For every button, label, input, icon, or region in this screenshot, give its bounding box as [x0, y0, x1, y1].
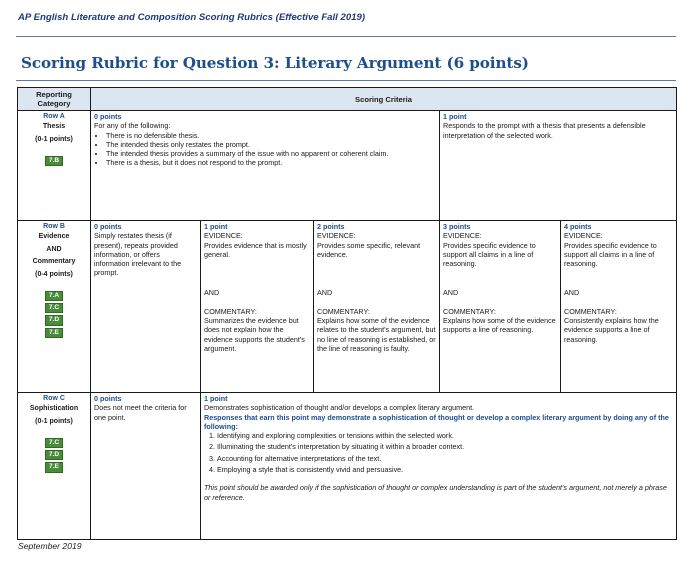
commentary-text: Explains how some of the evidence supports a line of reasoning. — [443, 316, 556, 335]
row-b-3-points-cell — [440, 221, 561, 393]
row-b-0-text: Simply restates thesis (if present), repeats provided information, or offers information irrelevant to the prompt. — [94, 231, 182, 278]
evidence-text: Provides specific evidence to support all claims in a line of reasoning. — [443, 240, 536, 269]
row-c-label: Row C — [43, 395, 65, 402]
row-b-2-points-label: 2 points — [317, 222, 345, 231]
header-row — [18, 88, 677, 111]
list-item: 1. Identifying and exploring complexities or tensions within the selected work. — [217, 431, 673, 440]
footer-date: September 2019 — [18, 541, 82, 551]
row-c-responses-heading: Responses that earn this point may demonstrate a sophistication of thought or develop a complex literary argument by doing any of the following: — [204, 412, 669, 431]
list-item: • There is a thesis, but it does not respond to the prompt. — [106, 158, 436, 167]
and-label: AND — [204, 287, 220, 297]
row-c — [18, 393, 677, 540]
list-item: • The intended thesis only restates the prompt. — [106, 140, 436, 149]
skill-badge: 7.C — [45, 303, 63, 313]
row-b-3-points-label: 3 points — [443, 222, 471, 231]
row-b — [18, 221, 677, 393]
row-a-label: Row A — [43, 113, 65, 120]
row-c-skills — [21, 438, 87, 473]
commentary-label: COMMENTARY: — [204, 306, 257, 316]
evidence-label: EVIDENCE: — [317, 231, 356, 241]
skill-badge: 7.E — [45, 462, 63, 472]
page-title: Scoring Rubric for Question 3: Literary Argument (6 points) — [21, 54, 529, 72]
running-header: AP English Literature and Composition Scoring Rubrics (Effective Fall 2019) — [18, 12, 366, 23]
divider-bottom — [16, 80, 676, 81]
evidence-label: EVIDENCE: — [443, 231, 482, 241]
row-a-skills — [21, 156, 87, 166]
row-a-category — [18, 111, 91, 221]
evidence-label: EVIDENCE: — [204, 231, 243, 241]
row-a-1-point-cell — [440, 111, 677, 221]
row-a — [18, 111, 677, 221]
list-item: • The intended thesis provides a summary of the issue with no apparent or coherent claim. — [106, 149, 436, 158]
list-item: 2. Illuminating the student's interpretation by situating it within a broader context. — [217, 442, 673, 451]
skill-badge: 7.E — [45, 328, 63, 338]
row-b-1-point-cell — [201, 221, 314, 393]
row-b-1-point-label: 1 point — [204, 222, 228, 231]
commentary-text: Consistently explains how the evidence supports a line of reasoning. — [564, 316, 659, 344]
row-c-note: This point should be awarded only if the sophistication of thought or complex understanding is part of the student's argument, not merely a phrase or reference. — [204, 483, 667, 502]
and-label: AND — [564, 287, 580, 297]
row-b-4-points-cell — [561, 221, 677, 393]
row-a-1-point-label: 1 point — [443, 112, 467, 121]
row-c-category — [18, 393, 91, 540]
row-a-0-bullets — [94, 131, 436, 168]
row-c-name: Sophistication — [29, 405, 79, 412]
skill-badge: 7.D — [45, 450, 63, 460]
and-label: AND — [443, 287, 459, 297]
rubric-table — [17, 87, 677, 540]
row-c-0-points-label: 0 points — [94, 394, 122, 403]
skill-badge: 7.B — [45, 156, 63, 166]
commentary-text: Summarizes the evidence but does not explain how the evidence supports the student's argument. — [204, 316, 305, 354]
row-c-1-point-label: 1 point — [204, 394, 228, 403]
row-a-0-points-label: 0 points — [94, 112, 122, 121]
row-a-0-intro: For any of the following: — [94, 121, 171, 131]
skill-badge: 7.C — [45, 438, 63, 448]
commentary-label: COMMENTARY: — [443, 306, 496, 316]
skill-badge: 7.A — [45, 291, 63, 301]
row-b-skills — [21, 291, 87, 338]
row-c-0-text: Does not meet the criteria for one point. — [94, 403, 187, 422]
row-c-1-point-cell — [201, 393, 677, 540]
commentary-label: COMMENTARY: — [564, 306, 617, 316]
row-b-name-evidence: Evidence — [38, 233, 70, 240]
commentary-label: COMMENTARY: — [317, 306, 370, 316]
row-b-name-commentary: Commentary — [32, 258, 76, 265]
list-item: 3. Accounting for alternative interpretations of the text. — [217, 454, 673, 463]
and-label: AND — [317, 287, 333, 297]
list-item: 4. Employing a style that is consistently vivid and persuasive. — [217, 465, 673, 474]
header-criteria: Scoring Criteria — [91, 88, 677, 111]
evidence-text: Provides evidence that is mostly general. — [204, 240, 307, 259]
row-c-0-points-cell — [91, 393, 201, 540]
row-c-criteria-list — [204, 431, 673, 474]
commentary-text: Explains how some of the evidence relates to the student's argument, but no line of reasoning is established, or the line of reasoning is faulty. — [317, 316, 436, 354]
row-b-0-points-label: 0 points — [94, 222, 122, 231]
row-c-points: (0-1 points) — [35, 417, 73, 425]
row-a-0-points-cell — [91, 111, 440, 221]
evidence-label: EVIDENCE: — [564, 231, 603, 241]
row-b-0-points-cell — [91, 221, 201, 393]
divider-top — [16, 36, 676, 37]
row-a-name: Thesis — [42, 123, 66, 130]
row-a-1-point-text: Responds to the prompt with a thesis that presents a defensible interpretation of the selected work. — [443, 121, 646, 140]
row-b-points: (0-4 points) — [35, 270, 73, 278]
list-item: • There is no defensible thesis. — [106, 131, 436, 140]
row-b-2-points-cell — [314, 221, 440, 393]
row-b-category — [18, 221, 91, 393]
row-c-1-text: Demonstrates sophistication of thought and/or develops a complex literary argument. — [204, 403, 475, 413]
row-b-name-and: AND — [46, 245, 62, 253]
evidence-text: Provides some specific, relevant evidence. — [317, 240, 421, 259]
row-b-label: Row B — [43, 223, 65, 230]
evidence-text: Provides specific evidence to support all claims in a line of reasoning. — [564, 240, 657, 269]
row-a-points: (0-1 points) — [35, 135, 73, 143]
row-b-4-points-label: 4 points — [564, 222, 592, 231]
skill-badge: 7.D — [45, 315, 63, 325]
header-category: Reporting Category — [18, 88, 91, 111]
